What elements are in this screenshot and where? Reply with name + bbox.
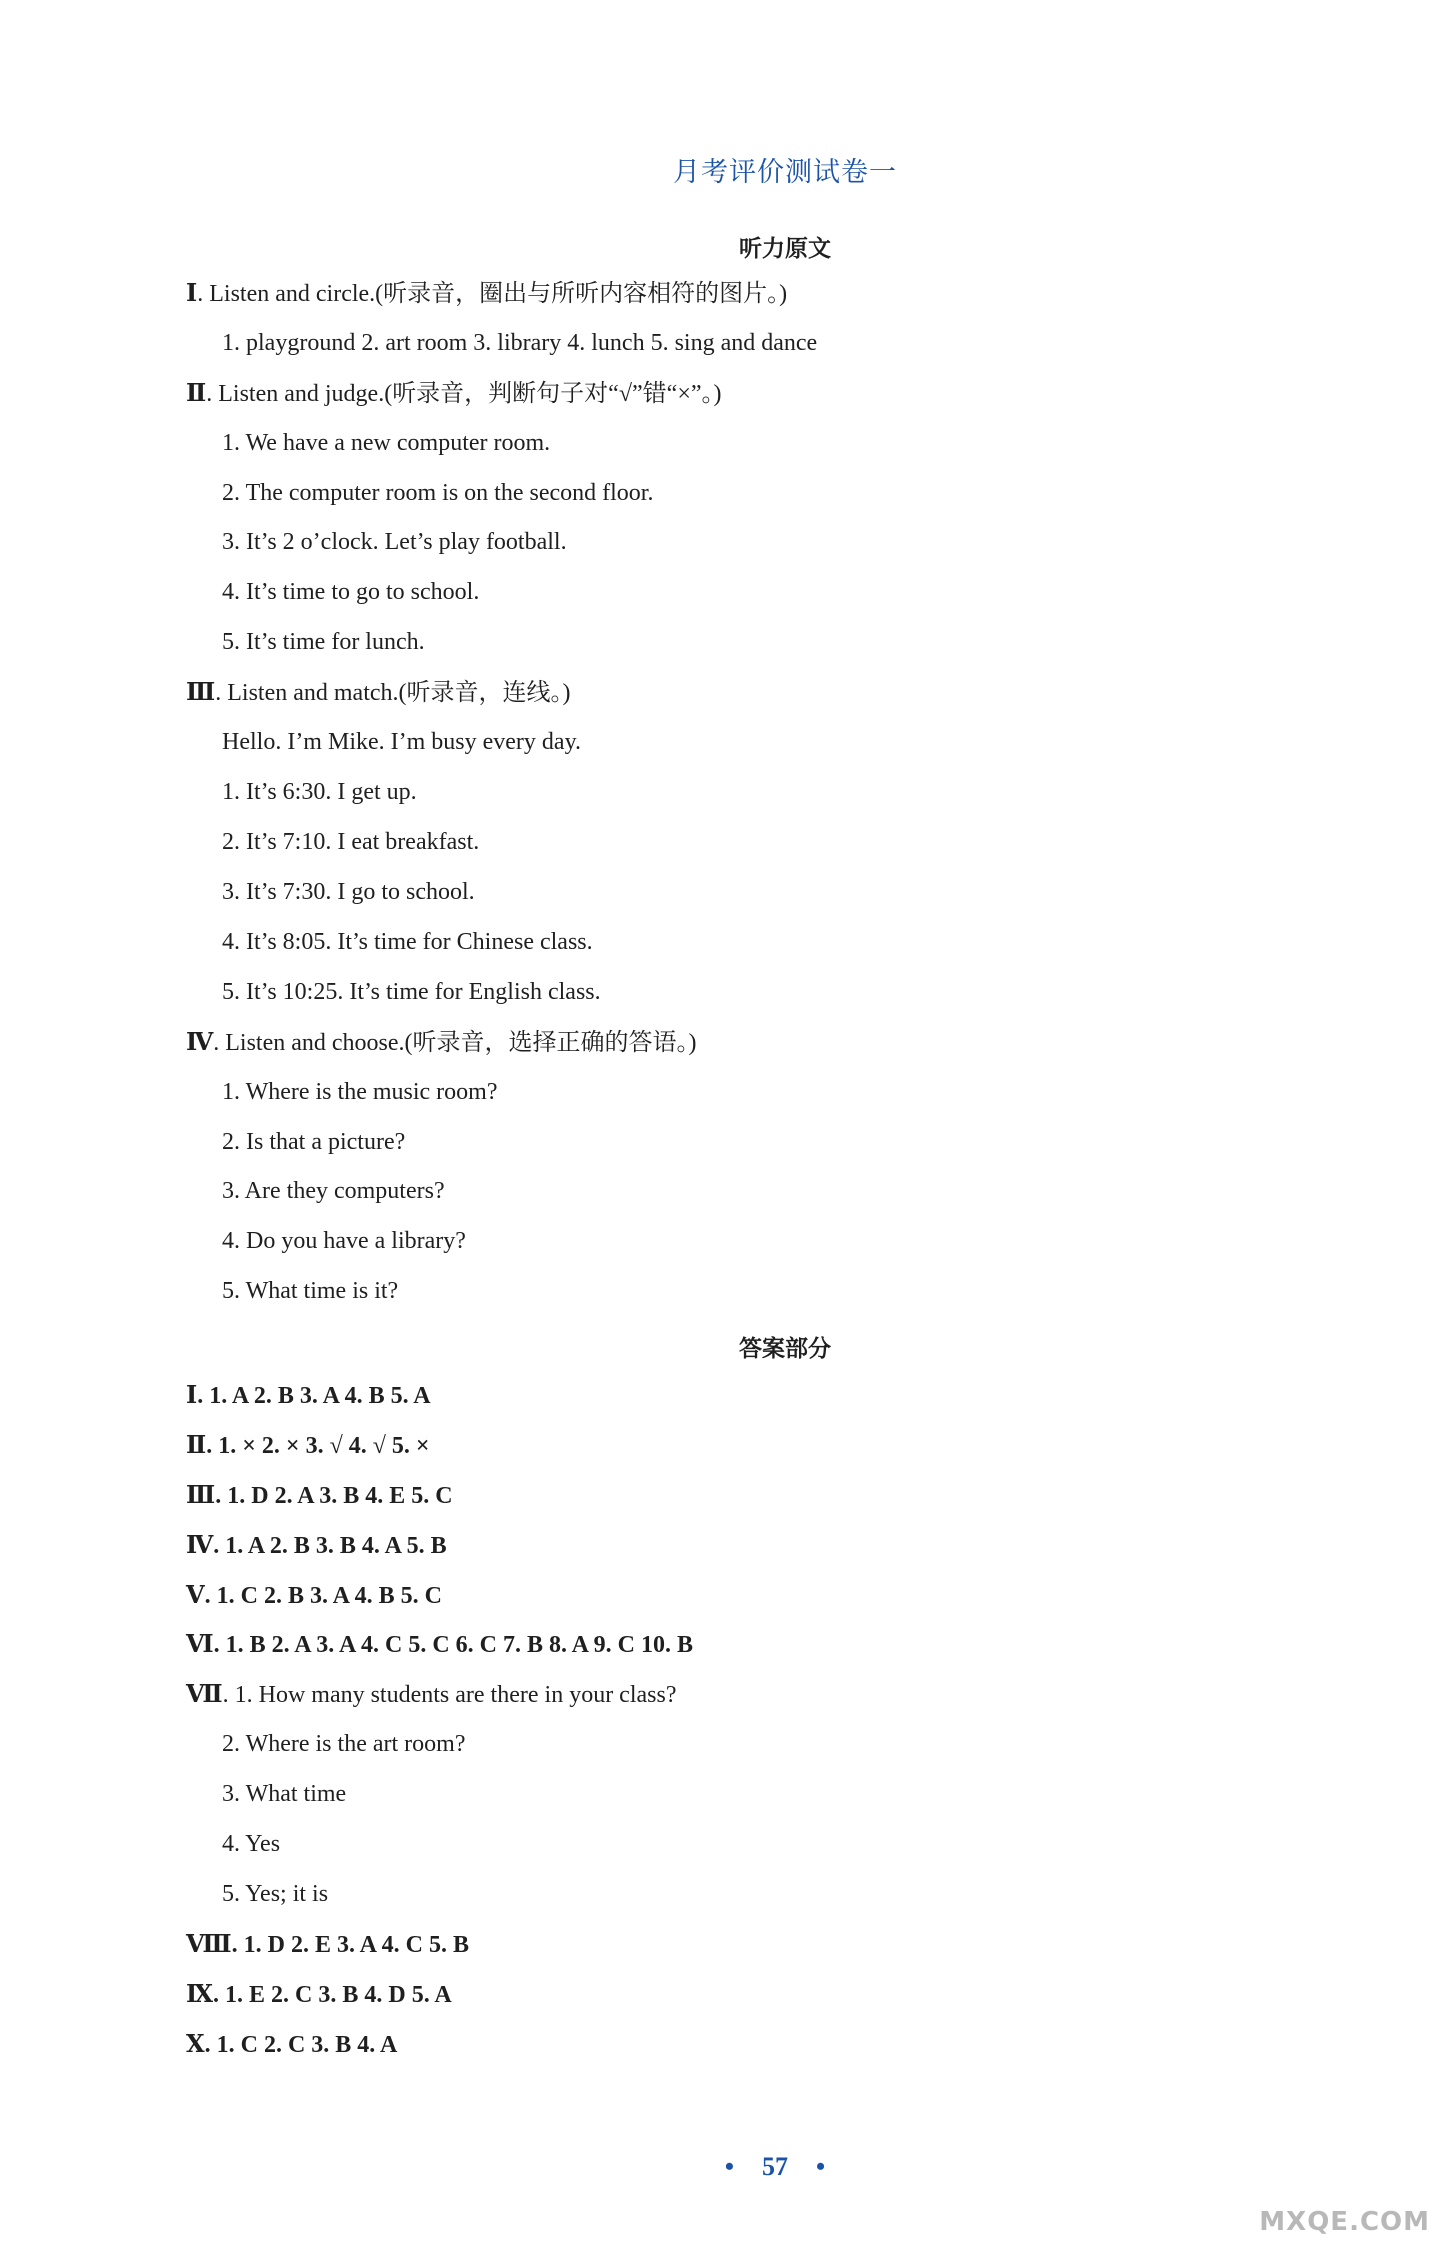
- listening-heading: 听力原文: [739, 236, 831, 262]
- answer-row-9: Ⅸ. 1. E 2. C 3. B 4. D 5. A: [186, 1979, 452, 2008]
- list-item: 2. It’s 7:10. I eat breakfast.: [222, 829, 480, 855]
- list-item: 2. Is that a picture?: [222, 1129, 406, 1155]
- section-1-instruction: Ⅰ. Listen and circle.(听录音，圈出与所听内容相符的图片。): [186, 278, 788, 307]
- list-item: 2. Where is the art room?: [222, 1731, 466, 1757]
- list-item: Hello. I’m Mike. I’m busy every day.: [222, 729, 582, 755]
- section-2-instruction: Ⅱ. Listen and judge.(听录音，判断句子对“√”错“×”。): [186, 378, 722, 407]
- list-item: 4. It’s time to go to school.: [222, 579, 480, 605]
- answer-row-7: Ⅶ. 1. How many students are there in your class?: [186, 1679, 677, 1708]
- page-number: • 57 •: [724, 2152, 826, 2181]
- list-item: 5. It’s time for lunch.: [222, 629, 425, 655]
- answer-row-6: Ⅵ. 1. B 2. A 3. A 4. C 5. C 6. C 7. B 8. A 9. C 10. B: [186, 1629, 694, 1658]
- list-item: 5. Yes; it is: [222, 1881, 329, 1907]
- answer-row-10: Ⅹ. 1. C 2. C 3. B 4. A: [186, 2029, 398, 2058]
- list-item: 4. Do you have a library?: [222, 1228, 466, 1254]
- list-item: 2. The computer room is on the second floor.: [222, 480, 654, 506]
- section-1-words: 1. playground 2. art room 3. library 4. lunch 5. sing and dance: [222, 330, 818, 356]
- answer-row-5: Ⅴ. 1. C 2. B 3. A 4. B 5. C: [186, 1580, 442, 1609]
- list-item: 1. It’s 6:30. I get up.: [222, 779, 417, 805]
- list-item: 1. We have a new computer room.: [222, 430, 551, 456]
- list-item: 3. It’s 2 o’clock. Let’s play football.: [222, 529, 567, 555]
- list-item: 3. What time: [222, 1781, 347, 1807]
- watermark: MXQE.COM: [1259, 2207, 1430, 2237]
- answer-heading: 答案部分: [739, 1336, 831, 1362]
- answer-row-4: Ⅳ. 1. A 2. B 3. B 4. A 5. B: [186, 1530, 447, 1559]
- list-item: 4. Yes: [222, 1831, 281, 1857]
- answer-row-8: Ⅷ. 1. D 2. E 3. A 4. C 5. B: [186, 1929, 469, 1958]
- list-item: 5. It’s 10:25. It’s time for English class.: [222, 979, 601, 1005]
- list-item: 3. Are they computers?: [222, 1178, 445, 1204]
- list-item: 5. What time is it?: [222, 1278, 399, 1304]
- answer-row-2: Ⅱ. 1. × 2. × 3. √ 4. √ 5. ×: [186, 1430, 430, 1459]
- list-item: 3. It’s 7:30. I go to school.: [222, 879, 475, 905]
- list-item: 1. Where is the music room?: [222, 1079, 498, 1105]
- answer-row-3: Ⅲ. 1. D 2. A 3. B 4. E 5. C: [186, 1480, 453, 1509]
- answer-row-1: Ⅰ. 1. A 2. B 3. A 4. B 5. A: [186, 1380, 431, 1409]
- page-title: 月考评价测试卷一: [673, 157, 897, 188]
- list-item: 4. It’s 8:05. It’s time for Chinese class.: [222, 929, 593, 955]
- section-3-instruction: Ⅲ. Listen and match.(听录音，连线。): [186, 677, 571, 706]
- section-4-instruction: Ⅳ. Listen and choose.(听录音，选择正确的答语。): [186, 1027, 697, 1056]
